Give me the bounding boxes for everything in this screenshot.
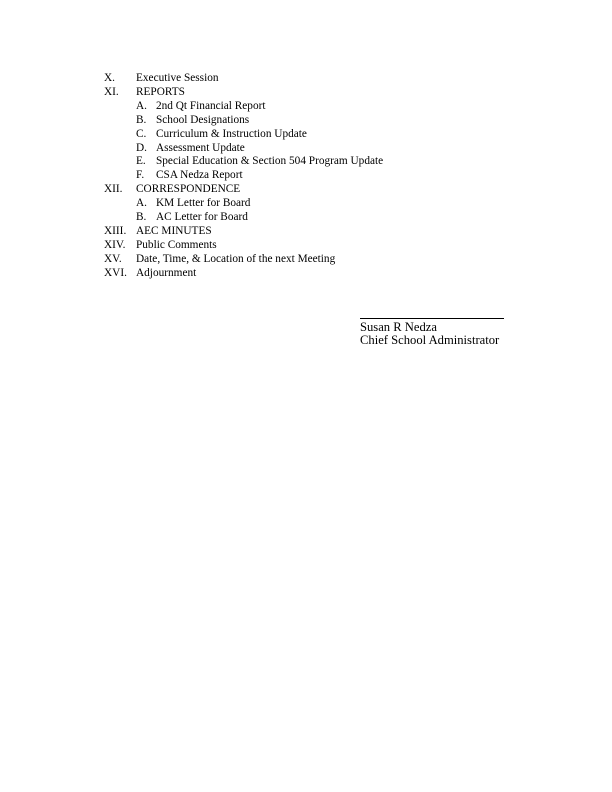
subitem-label: School Designations xyxy=(156,113,250,126)
subitem-ac-letter xyxy=(104,211,524,225)
item-numeral: XV. xyxy=(104,252,122,265)
subitem-label: AC Letter for Board xyxy=(156,211,248,224)
item-label: REPORTS xyxy=(136,85,185,98)
item-numeral: XIII. xyxy=(104,224,127,237)
agenda-item-executive-session xyxy=(104,72,524,86)
agenda-item-aec-minutes xyxy=(104,225,524,239)
item-label: Executive Session xyxy=(136,72,219,84)
subitem-label: 2nd Qt Financial Report xyxy=(156,99,266,112)
item-numeral: X. xyxy=(104,72,115,84)
item-label: Date, Time, & Location of the next Meeting xyxy=(136,252,336,265)
subitem-csa-report xyxy=(104,169,524,183)
item-numeral: XII. xyxy=(104,183,123,196)
subitem-assessment-update xyxy=(104,142,524,156)
subitem-financial-report xyxy=(104,100,524,114)
agenda-item-adjournment xyxy=(104,267,524,281)
subitem-label: CSA Nedza Report xyxy=(156,169,243,182)
signature-block xyxy=(360,318,530,348)
agenda-item-correspondence xyxy=(104,183,524,197)
item-label: Adjournment xyxy=(136,266,197,279)
signature-line xyxy=(360,318,504,319)
item-label: Public Comments xyxy=(136,238,217,251)
subitem-letter: A. xyxy=(136,99,147,112)
subitem-letter: A. xyxy=(136,197,147,210)
item-label: AEC MINUTES xyxy=(136,224,212,237)
subitem-letter: B. xyxy=(136,211,147,224)
agenda-list xyxy=(104,72,524,281)
subitem-label: Curriculum & Instruction Update xyxy=(156,127,307,140)
subitem-letter: D. xyxy=(136,141,147,154)
item-label: CORRESPONDENCE xyxy=(136,183,241,196)
subitem-label: KM Letter for Board xyxy=(156,197,251,210)
subitem-letter: E. xyxy=(136,155,146,168)
subitem-curriculum-update xyxy=(104,128,524,142)
item-numeral: XVI. xyxy=(104,266,127,279)
subitem-letter: B. xyxy=(136,113,147,126)
subitem-km-letter xyxy=(104,197,524,211)
signatory-title: Chief School Administrator xyxy=(360,333,500,348)
subitem-school-designations xyxy=(104,114,524,128)
subitem-label: Assessment Update xyxy=(156,141,245,154)
signatory-name: Susan R Nedza xyxy=(360,320,437,334)
item-numeral: XIV. xyxy=(104,238,126,251)
subitem-letter: C. xyxy=(136,127,147,140)
agenda-item-public-comments xyxy=(104,239,524,253)
subitem-label: Special Education & Section 504 Program Update xyxy=(156,155,384,168)
item-numeral: XI. xyxy=(104,85,119,98)
agenda-item-reports xyxy=(104,86,524,100)
subitem-letter: F. xyxy=(136,169,145,182)
subitem-special-education-update xyxy=(104,155,524,169)
agenda-item-next-meeting xyxy=(104,253,524,267)
